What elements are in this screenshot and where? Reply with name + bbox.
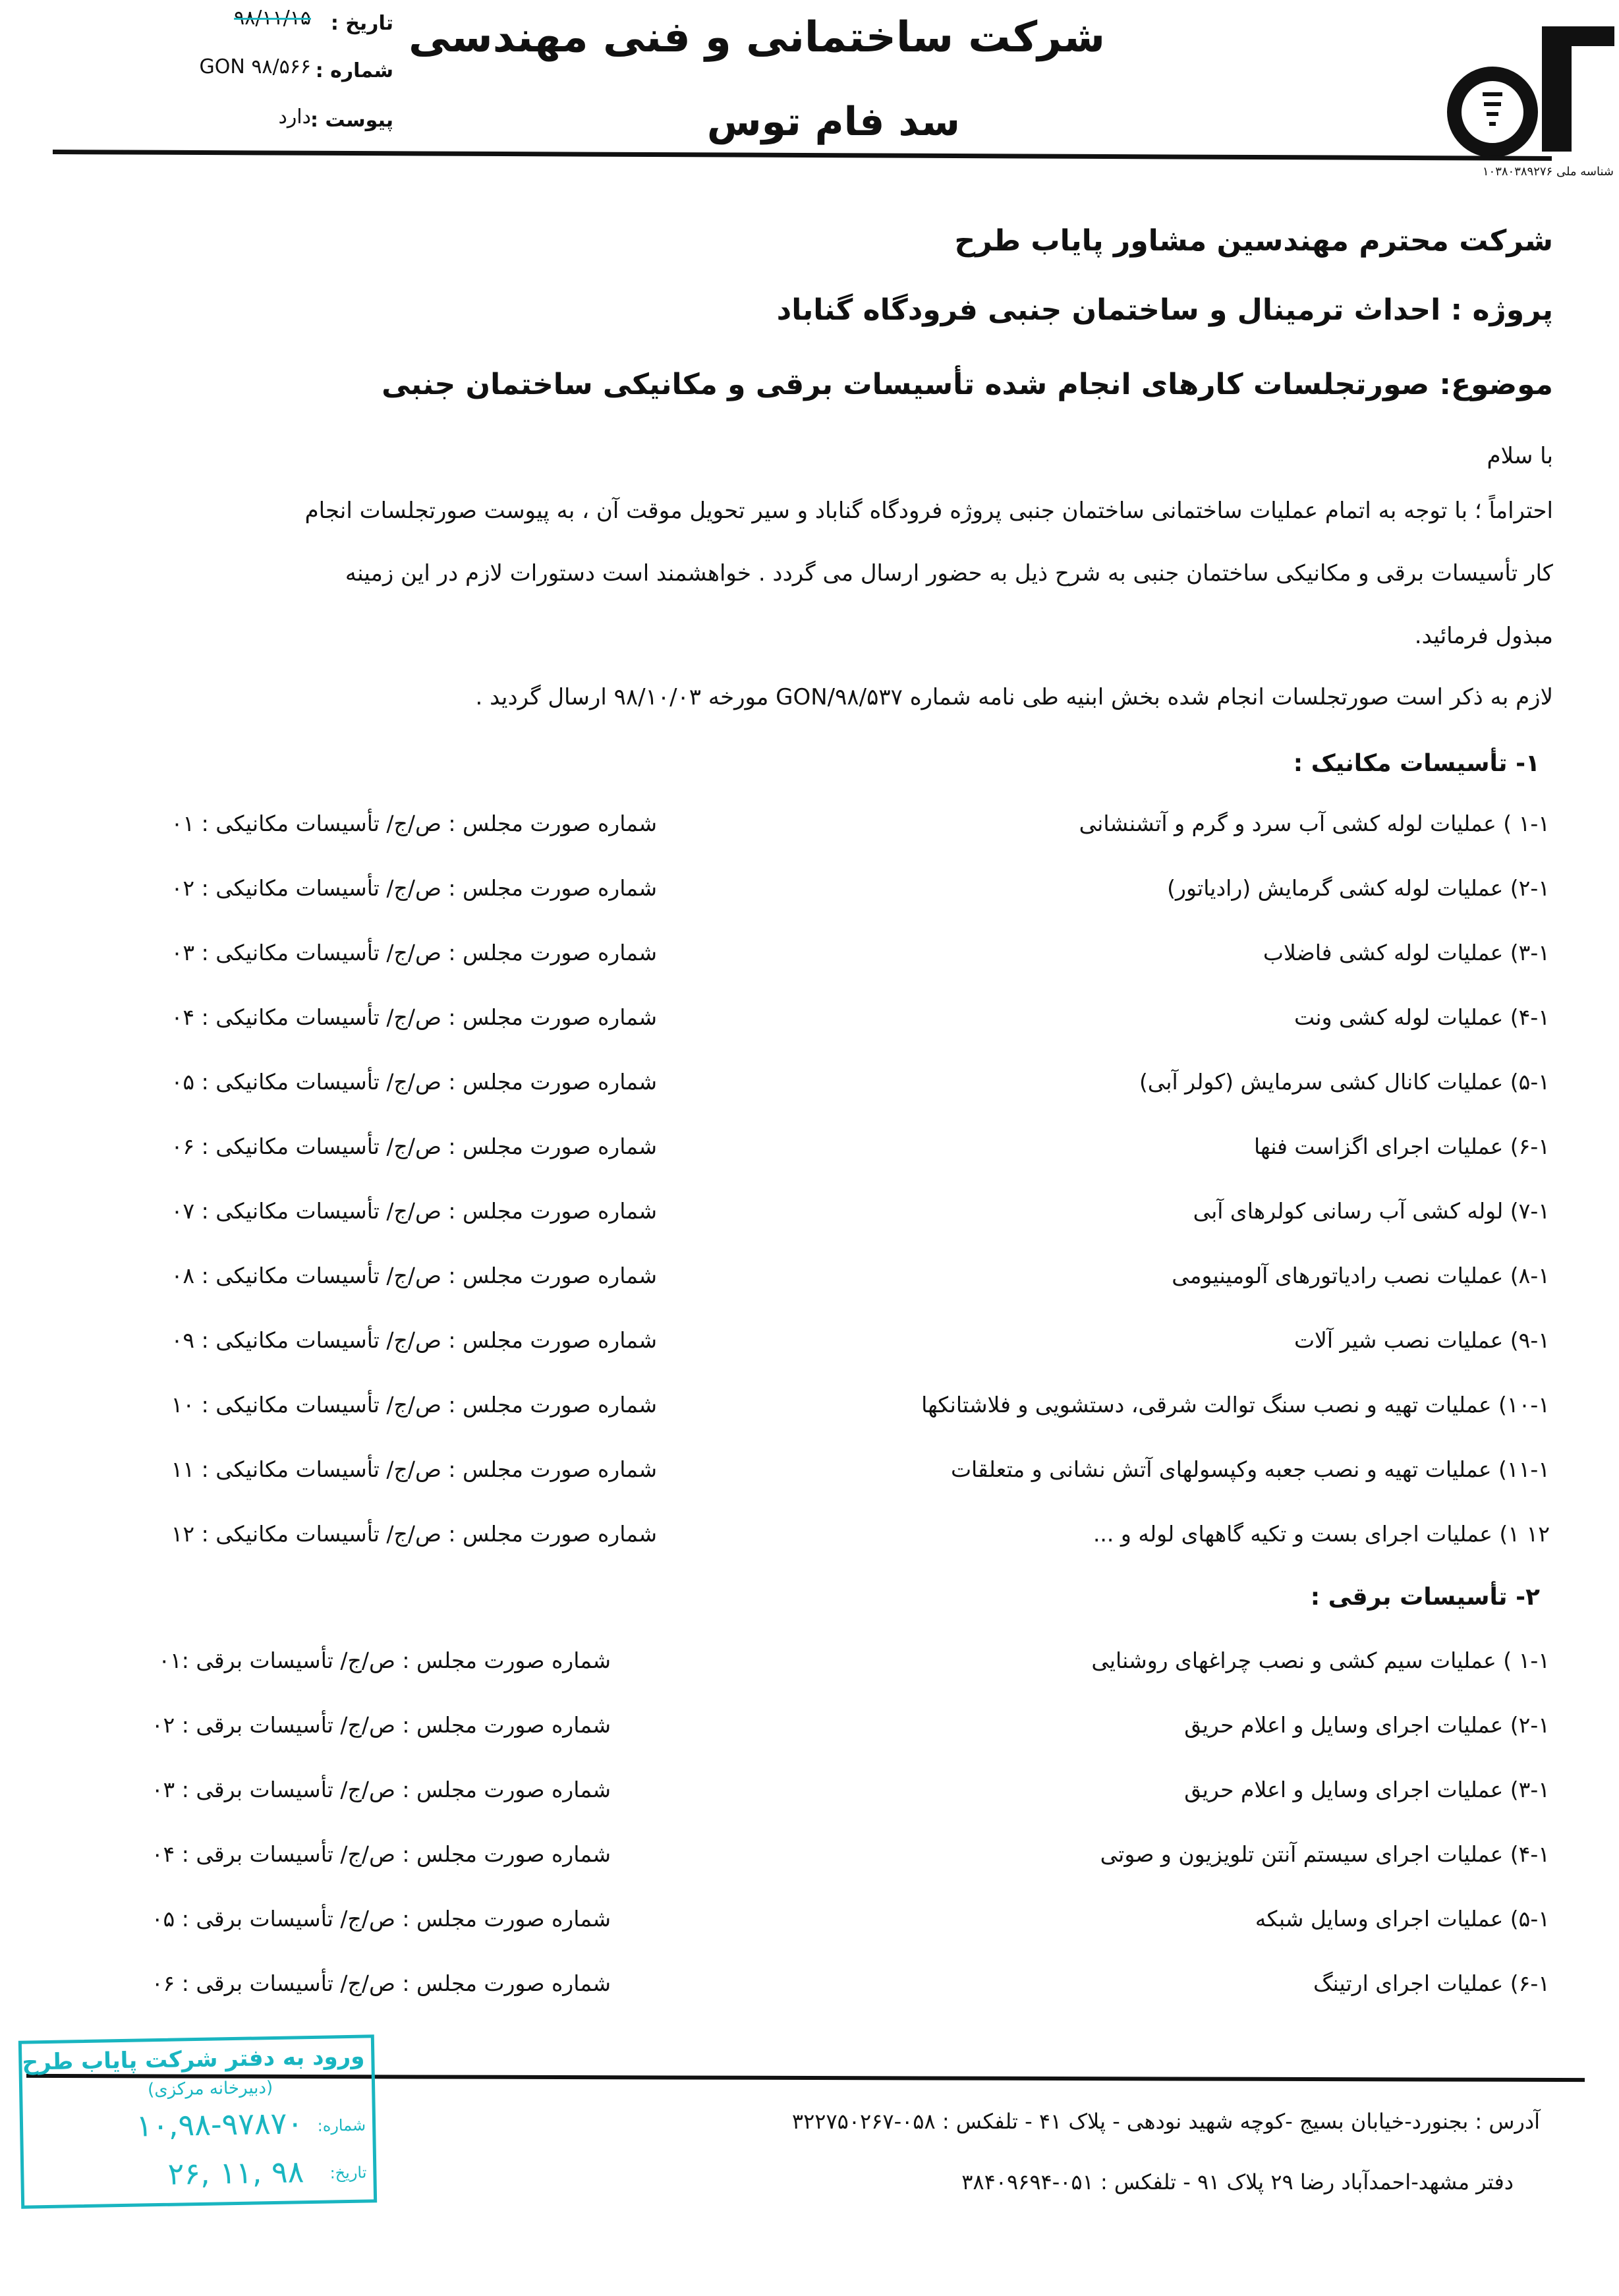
stamp-subtitle: (دبیرخانه مرکزی) xyxy=(147,2078,273,2100)
electrical-item: ۳-۱) عملیات اجرای وسایل و اعلام حریق xyxy=(1184,1777,1550,1802)
mechanical-item: ۴-۱) عملیات لوله کشی ونت xyxy=(1294,1004,1550,1030)
mechanical-item-ref: شماره صورت مجلس : ص/ج/ تأسیسات مکانیکی : ۰۹ xyxy=(171,1327,657,1353)
mechanical-item-ref: شماره صورت مجلس : ص/ج/ تأسیسات مکانیکی : ۰۶ xyxy=(171,1134,657,1159)
paragraph-line: کار تأسیسات برقی و مکانیکی ساختمان جنبی به شرح ذیل به حضور ارسال می گردد . خواهشمند است دستورات لازم در این زمینه xyxy=(345,560,1553,587)
national-id: شناسه ملی ۱۰۳۸۰۳۸۹۲۷۶ xyxy=(1482,165,1614,179)
electrical-heading: ۲- تأسیسات برقی : xyxy=(1310,1584,1540,1611)
header-divider xyxy=(53,150,1552,161)
electrical-item: ۲-۱) عملیات اجرای وسایل و اعلام حریق xyxy=(1184,1712,1550,1738)
greeting: با سلام xyxy=(1487,443,1553,469)
mechanical-item-ref: شماره صورت مجلس : ص/ج/ تأسیسات مکانیکی : ۱۱ xyxy=(171,1456,657,1482)
mechanical-item-ref: شماره صورت مجلس : ص/ج/ تأسیسات مکانیکی : ۰۳ xyxy=(171,940,657,965)
electrical-item-ref: شماره صورت مجلس : ص/ج/ تأسیسات برقی : ۰۴ xyxy=(151,1841,611,1867)
mechanical-item-ref: شماره صورت مجلس : ص/ج/ تأسیسات مکانیکی : ۰۸ xyxy=(171,1263,657,1288)
stamp-title: ورود به دفتر شرکت پایاب طرح xyxy=(22,2043,365,2076)
recipient: شرکت محترم مهندسین مشاور پایاب طرح xyxy=(954,224,1553,258)
electrical-item-ref: شماره صورت مجلس : ص/ج/ تأسیسات برقی :۰۱ xyxy=(158,1648,611,1673)
mechanical-item-ref: شماره صورت مجلس : ص/ج/ تأسیسات مکانیکی : ۰۷ xyxy=(171,1198,657,1224)
mechanical-item: ۷-۱) لوله کشی آب رسانی کولرهای آبی xyxy=(1193,1198,1550,1224)
mechanical-item-ref: شماره صورت مجلس : ص/ج/ تأسیسات مکانیکی : ۰۵ xyxy=(171,1069,657,1095)
mechanical-item-ref: شماره صورت مجلس : ص/ج/ تأسیسات مکانیکی : ۰۱ xyxy=(171,811,657,836)
company-logo xyxy=(1443,13,1614,178)
mechanical-item: ۳-۱) عملیات لوله کشی فاضلاب xyxy=(1263,940,1550,965)
stamp-date: ۹۸ ,۱۱ ,۲۶ xyxy=(167,2154,304,2192)
electrical-item-ref: شماره صورت مجلس : ص/ج/ تأسیسات برقی : ۰۳ xyxy=(151,1777,611,1802)
company-name: شرکت ساختمانی و فنی مهندسی xyxy=(409,13,1105,62)
paragraph-line: مبذول فرمائید. xyxy=(1414,623,1553,649)
note-line: لازم به ذکر است صورتجلسات انجام شده بخش ابنیه طی نامه شماره GON/۹۸/۵۳۷ مورخه ۹۸/۱۰/۰۳ ارسال گردید . xyxy=(475,684,1553,710)
mechanical-item: ۸-۱) عملیات نصب رادیاتورهای آلومینیومی xyxy=(1172,1263,1550,1288)
subject-line: موضوع: صورتجلسات کارهای انجام شده تأسیسات برقی و مکانیکی ساختمان جنبی xyxy=(382,368,1553,401)
stamp-number: ۱۰,۹۸-۹۷۸۷۰ xyxy=(136,2105,304,2144)
electrical-item-ref: شماره صورت مجلس : ص/ج/ تأسیسات برقی : ۰۵ xyxy=(151,1906,611,1932)
electrical-item: ۵-۱) عملیات اجرای وسایل شبکه xyxy=(1255,1906,1550,1932)
electrical-item: ۱-۱ ) عملیات سیم کشی و نصب چراغهای روشنایی xyxy=(1091,1648,1550,1673)
company-subname: سد فام توس xyxy=(706,99,960,145)
number-value: GON ۹۸/۵۶۶ xyxy=(199,55,311,78)
stamp-number-label: شماره: xyxy=(317,2115,366,2135)
received-stamp xyxy=(18,2034,377,2208)
mechanical-item-ref: شماره صورت مجلس : ص/ج/ تأسیسات مکانیکی : ۰۲ xyxy=(171,875,657,901)
number-label: شماره : xyxy=(315,59,393,82)
mechanical-item: ۹-۱) عملیات نصب شیر آلات xyxy=(1293,1327,1550,1353)
mechanical-item: ۶-۱) عملیات اجرای اگزاست فنها xyxy=(1253,1134,1550,1159)
electrical-item: ۴-۱) عملیات اجرای سیستم آنتن تلویزیون و صوتی xyxy=(1100,1841,1550,1867)
mechanical-item-ref: شماره صورت مجلس : ص/ج/ تأسیسات مکانیکی : ۱۲ xyxy=(171,1521,657,1547)
electrical-item: ۶-۱) عملیات اجرای ارتینگ xyxy=(1313,1970,1550,1996)
address: آدرس : بجنورد-خیابان بسیج -کوچه شهید نودهی - پلاک ۴۱ - تلفکس : ۰۵۸-۳۲۲۷۵۰۲۶۷ xyxy=(791,2109,1540,2134)
mechanical-item: ۵-۱) عملیات کانال کشی سرمایش (کولر آبی) xyxy=(1139,1069,1550,1095)
mechanical-item: ۲-۱) عملیات لوله کشی گرمایش (رادیاتور) xyxy=(1167,875,1550,901)
mechanical-item: ۱۱-۱) عملیات تهیه و نصب جعبه وکپسولهای آتش نشانی و متعلقات xyxy=(950,1456,1550,1482)
project-title: پروژه : احداث ترمینال و ساختمان جنبی فرودگاه گناباد xyxy=(776,293,1553,327)
attachment-value: دارد xyxy=(278,105,311,129)
electrical-item-ref: شماره صورت مجلس : ص/ج/ تأسیسات برقی : ۰۶ xyxy=(151,1970,611,1996)
electrical-item-ref: شماره صورت مجلس : ص/ج/ تأسیسات برقی : ۰۲ xyxy=(151,1712,611,1738)
mechanical-item-ref: شماره صورت مجلس : ص/ج/ تأسیسات مکانیکی : ۰۴ xyxy=(171,1004,657,1030)
mechanical-item: ۱-۱ ) عملیات لوله کشی آب سرد و گرم و آتشنشانی xyxy=(1079,811,1550,836)
mechanical-item: ۱۲ ۱) عملیات اجرای بست و تکیه گاههای لوله و ... xyxy=(1093,1521,1550,1547)
date-value: ۹۸/۱۱/۱۵ xyxy=(234,7,311,30)
stamp-date-label: تاریخ: xyxy=(329,2163,367,2183)
mechanical-item-ref: شماره صورت مجلس : ص/ج/ تأسیسات مکانیکی : ۱۰ xyxy=(171,1392,657,1418)
date-label: تاریخ : xyxy=(330,12,393,35)
paragraph-line: احتراماً ؛ با توجه به اتمام عملیات ساختمانی ساختمان جنبی پروژه فرودگاه گناباد و سیر تحویل موقت آن ، به پیوست صورتجلسات انجام xyxy=(304,498,1553,524)
mechanical-heading: ۱- تأسیسات مکانیک : xyxy=(1293,750,1540,777)
office-address: دفتر مشهد-احمدآباد رضا ۲۹ پلاک ۹۱ - تلفکس : ۰۵۱-۳۸۴۰۹۶۹۴ xyxy=(961,2169,1514,2195)
mechanical-item: ۱۰-۱) عملیات تهیه و نصب سنگ توالت شرقی، دستشویی و فلاشتانکها xyxy=(921,1392,1550,1418)
attachment-label: پیوست : xyxy=(310,109,393,132)
